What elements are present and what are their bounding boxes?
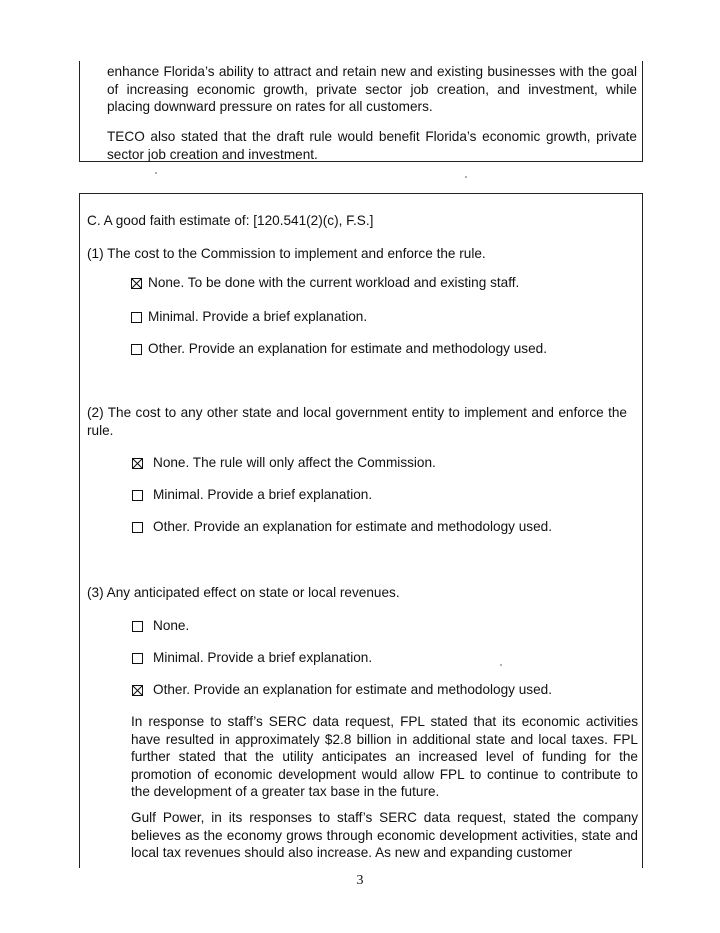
option-label-q3-other: Other. Provide an explanation for estimate and methodology used. bbox=[153, 682, 552, 697]
paragraph-fpl-response: In response to staff’s SERC data request, FPL stated that its economic activities have resulted in approximately $2.8 billion in additional state and local taxes. FPL further stated that the utility anticipates an increased level of funding for the promotion of economic development would allow FPL to continue to contribute to the development of a greater tax base in the future. bbox=[131, 714, 638, 800]
scan-speck bbox=[155, 172, 157, 174]
scan-speck bbox=[465, 176, 467, 178]
checkbox-q3-other[interactable] bbox=[132, 685, 143, 696]
option-label-q2-minimal: Minimal. Provide a brief explanation. bbox=[153, 487, 373, 502]
section-c-heading: C. A good faith estimate of: [120.541(2)(c), F.S.] bbox=[87, 213, 374, 228]
option-label-q1-minimal: Minimal. Provide a brief explanation. bbox=[148, 309, 368, 324]
option-label-q1-other: Other. Provide an explanation for estimate and methodology used. bbox=[148, 341, 547, 356]
option-label-q3-none: None. bbox=[153, 618, 190, 633]
question-2: (2) The cost to any other state and local government entity to implement and enforce the rule. bbox=[87, 405, 627, 438]
checkbox-q1-none[interactable] bbox=[131, 278, 142, 289]
paragraph-florida-growth: enhance Florida’s ability to attract and retain new and existing businesses with the goal of increasing economic growth, private sector job creation, and investment, while placing downward pressure on rates for all customers. bbox=[107, 64, 637, 115]
scan-speck bbox=[500, 664, 502, 666]
page-number: 3 bbox=[356, 873, 364, 888]
paragraph-gulf-power-response: Gulf Power, in its responses to staff’s SERC data request, stated the company believes as the economy grows through economic development activities, state and local tax revenues should also increase. As new and expanding customer bbox=[131, 810, 638, 861]
option-label-q3-minimal: Minimal. Provide a brief explanation. bbox=[153, 650, 373, 665]
option-label-q2-other: Other. Provide an explanation for estimate and methodology used. bbox=[153, 519, 552, 534]
question-3: (3) Any anticipated effect on state or local revenues. bbox=[87, 585, 400, 600]
checkbox-q3-none[interactable] bbox=[132, 621, 143, 632]
checkbox-q2-minimal[interactable] bbox=[132, 490, 143, 501]
checkbox-q3-minimal[interactable] bbox=[132, 653, 143, 664]
checkbox-q2-none[interactable] bbox=[132, 458, 143, 469]
checkbox-q2-other[interactable] bbox=[132, 522, 143, 533]
option-label-q1-none: None. To be done with the current workload and existing staff. bbox=[148, 275, 520, 290]
checkbox-q1-minimal[interactable] bbox=[131, 312, 142, 323]
option-label-q2-none: None. The rule will only affect the Commission. bbox=[153, 455, 436, 470]
question-1: (1) The cost to the Commission to implement and enforce the rule. bbox=[87, 246, 486, 261]
checkbox-q1-other[interactable] bbox=[131, 344, 142, 355]
paragraph-teco-statement: TECO also stated that the draft rule would benefit Florida’s economic growth, private sector job creation and investment. bbox=[107, 129, 637, 162]
